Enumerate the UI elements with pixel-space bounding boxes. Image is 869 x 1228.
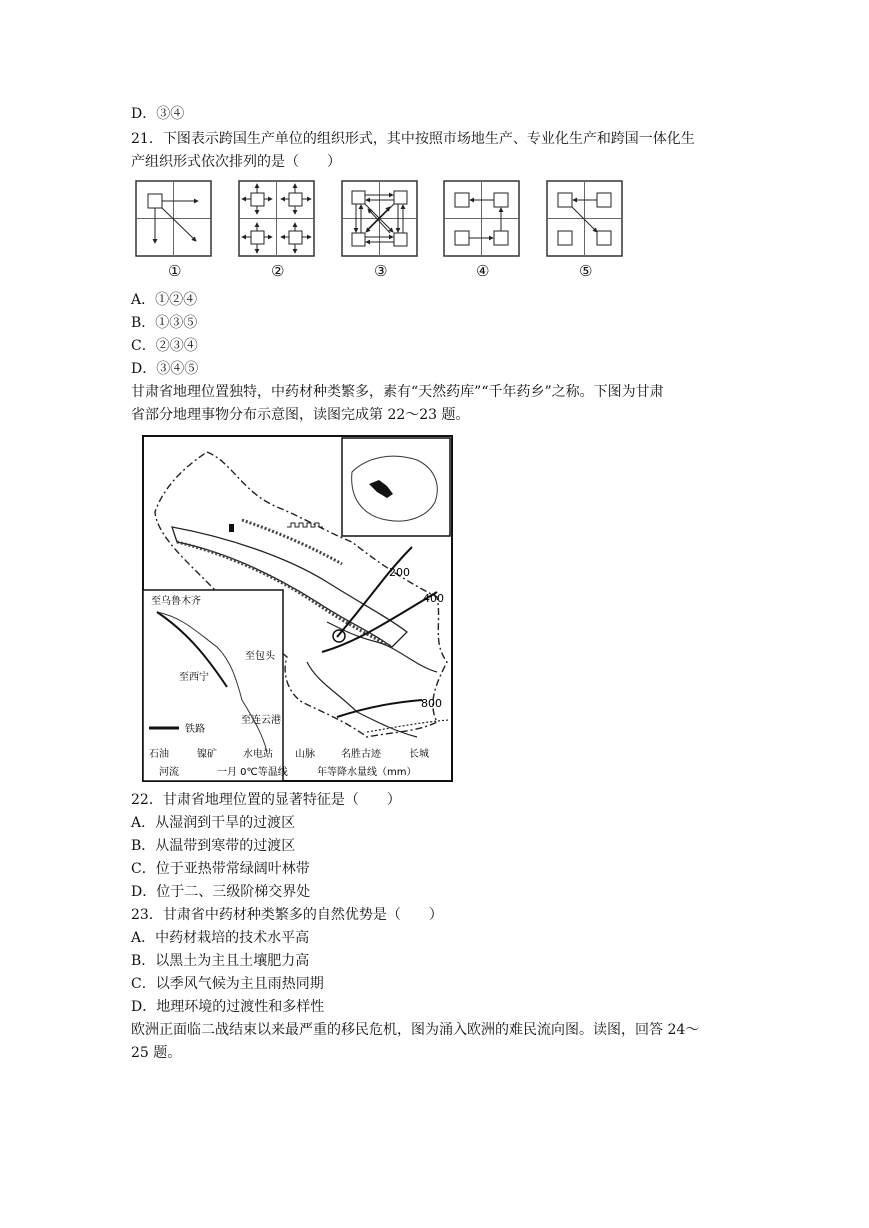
inset-place-baotou: 至包头 (245, 651, 275, 662)
gansu-map (137, 432, 457, 787)
diagram-3-label: ③ (374, 262, 388, 280)
q23-option-c: C．以季风气候为主且雨热同期 (131, 976, 324, 992)
q23-option-a: A．中药材栽培的技术水平高 (131, 930, 310, 946)
diagram-1-label: ① (168, 262, 182, 280)
inset-place-lianyungang: 至连云港 (241, 715, 281, 726)
oil-symbol (229, 524, 234, 532)
q22-stem: 22．甘肃省地理位置的显著特征是（ ） (131, 792, 401, 808)
isohyet-200-label: 200 (389, 566, 410, 579)
diagram-5-label: ⑤ (579, 262, 593, 280)
diagram-4-label: ④ (476, 262, 490, 280)
q23-stem: 23．甘肃省中药材种类繁多的自然优势是（ ） (131, 907, 443, 923)
q21-stem-line2: 产组织形式依次排列的是（ ） (131, 154, 341, 170)
diagram-3 (342, 181, 417, 256)
diagram-1 (136, 181, 211, 256)
isohyet-400-label: 400 (423, 592, 444, 605)
q22-option-d: D．位于二、三级阶梯交界处 (131, 884, 311, 900)
q21-option-a: A．①②④ (131, 292, 198, 308)
q22-option-c: C．位于亚热带常绿阔叶林带 (131, 861, 310, 877)
legend-oil: 石油 (149, 749, 169, 760)
isohyet-800-label: 800 (421, 697, 442, 710)
q22-option-a: A．从湿润到干旱的过渡区 (131, 815, 296, 831)
gansu-intro-line1: 甘肃省地理位置独特，中药材种类繁多，素有“天然药库”“千年药乡”之称。下图为甘肃 (131, 384, 664, 400)
q21-option-b: B．①③⑤ (131, 315, 198, 331)
europe-intro-line2: 25 题。 (131, 1045, 182, 1061)
gansu-intro-line2: 省部分地理事物分布示意图，读图完成第 22～23 题。 (131, 407, 470, 423)
q23-option-b: B．以黑土为主且土壤肥力高 (131, 953, 310, 969)
diagram-4 (444, 181, 519, 256)
inset-place-xining: 至西宁 (179, 672, 209, 683)
diagram-2 (239, 181, 314, 256)
europe-intro-line1: 欧洲正面临二战结束以来最严重的移民危机，图为涌入欧洲的难民流向图。读图，回答 24～ (131, 1022, 700, 1038)
legend-mountain: 山脉 (295, 749, 315, 760)
q21-option-d: D．③④⑤ (131, 361, 199, 377)
legend-river: 河流 (159, 767, 179, 778)
legend-nickel: 镍矿 (197, 749, 217, 760)
diagram-5 (547, 181, 622, 256)
inset-legend-railway: 铁路 (185, 724, 205, 735)
legend-isotherm: 一月 0℃等温线 (217, 767, 288, 778)
inset-place-urumqi: 至乌鲁木齐 (151, 596, 201, 607)
legend-hydropower: 水电站 (243, 749, 273, 760)
legend-great-wall: 长城 (409, 749, 429, 760)
diagram-2-label: ② (271, 262, 285, 280)
q21-option-c: C．②③④ (131, 338, 198, 354)
legend-historic-site: 名胜古迹 (341, 749, 381, 760)
q23-option-d: D．地理环境的过渡性和多样性 (131, 999, 325, 1015)
q22-option-b: B．从温带到寒带的过渡区 (131, 838, 296, 854)
legend-isohyet: 年等降水量线（mm） (317, 767, 417, 778)
q21-stem-line1: 21．下图表示跨国生产单位的组织形式，其中按照市场地生产、专业化生产和跨国一体化生 (131, 131, 695, 147)
prev-option-d: D．③④ (131, 106, 185, 122)
